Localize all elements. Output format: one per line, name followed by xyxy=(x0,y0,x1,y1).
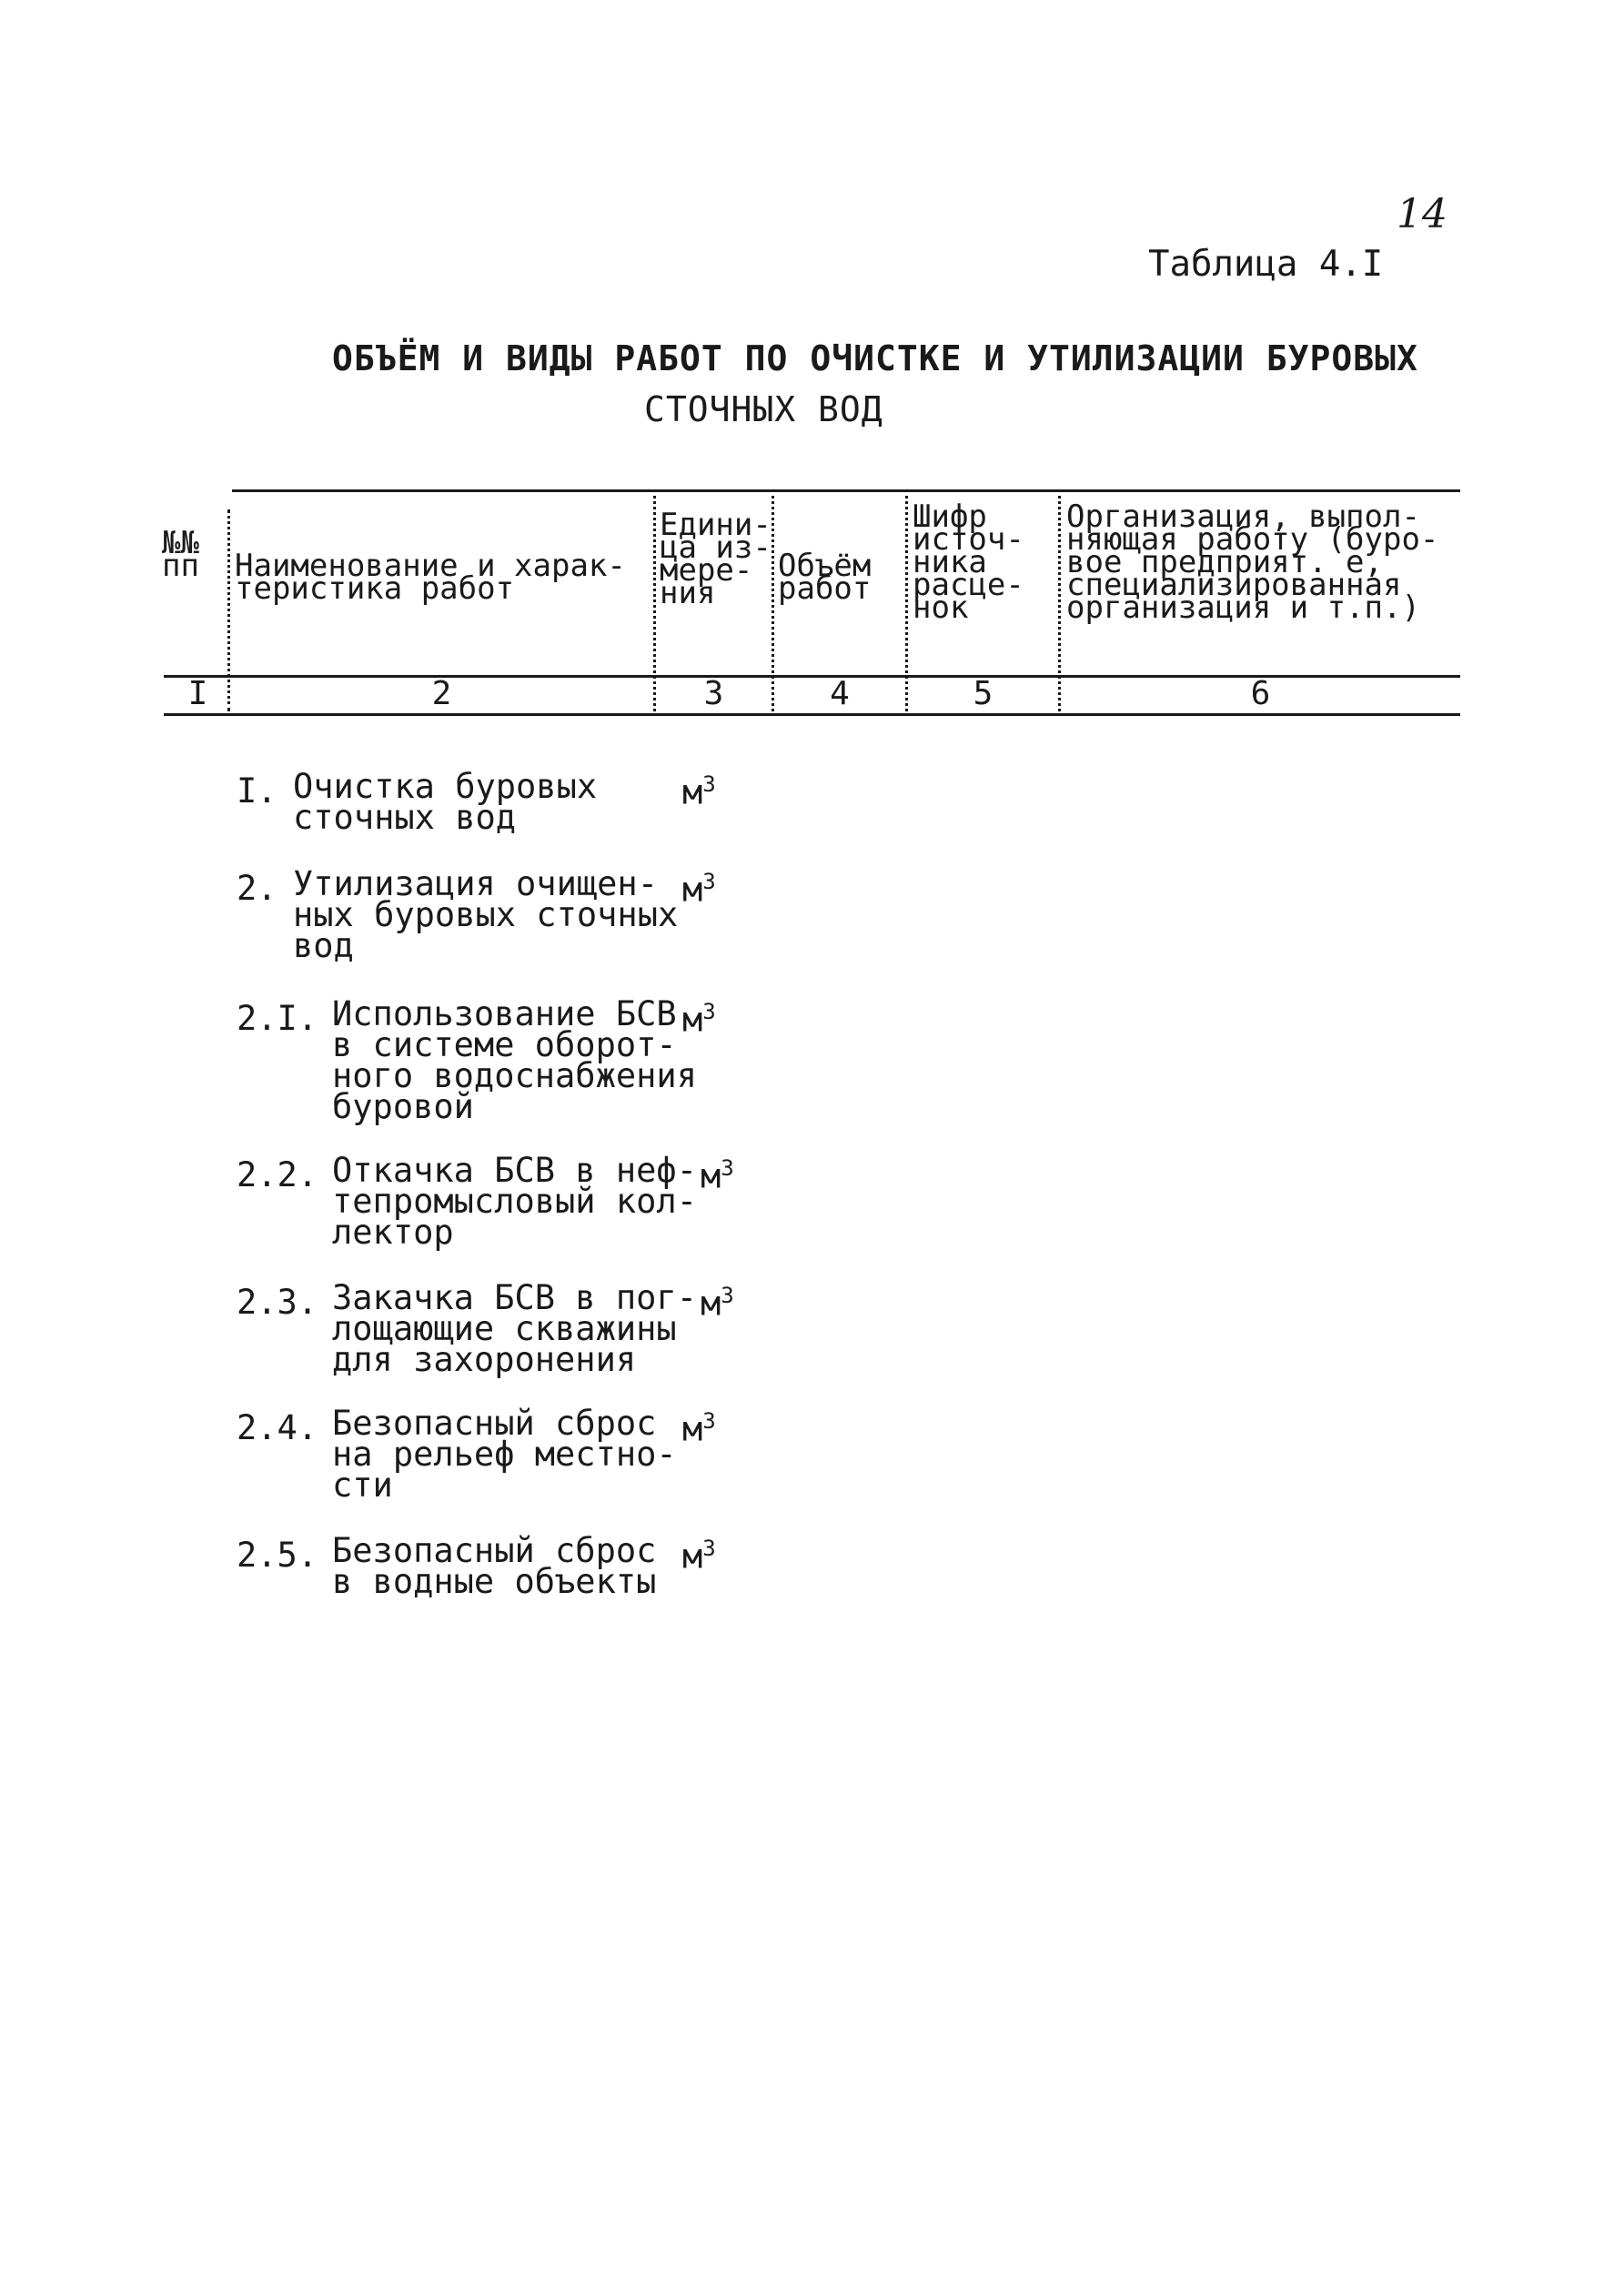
row-number: 2.I. xyxy=(237,999,318,1038)
column-number: 3 xyxy=(703,675,724,712)
column-number: 2 xyxy=(431,675,452,712)
header-cell-number: №№ пп xyxy=(162,525,199,584)
table-top-rule xyxy=(232,489,1460,492)
row-name: Очистка буровых сточных вод xyxy=(293,767,598,837)
table-numbers-rule xyxy=(164,713,1460,716)
document-title-line-1: ОБЪЁМ И ВИДЫ РАБОТ ПО ОЧИСТКЕ И УТИЛИЗАЦИИ БУРОВЫХ xyxy=(332,338,1418,378)
row-unit: $м^3$ xyxy=(682,771,716,812)
row-number: 2.4. xyxy=(237,1408,318,1447)
row-number: 2.3. xyxy=(237,1283,318,1322)
row-name: Безопасный сброс на рельеф местно- сти xyxy=(332,1404,677,1505)
row-number: 2. xyxy=(237,869,277,908)
header-cell-organization: Организация, выпол- няющая работу (буро- вое предприят. е, специализированная организация и т.п.) xyxy=(1066,499,1439,626)
row-name: Закачка БСВ в пог- лощающие скважины для захоронения xyxy=(332,1278,697,1379)
row-number: I. xyxy=(237,771,277,811)
column-number: 5 xyxy=(973,675,994,712)
row-unit: $м^3$ xyxy=(682,999,716,1040)
row-unit: $м^3$ xyxy=(682,869,716,910)
row-name: Безопасный сброс в водные объекты xyxy=(332,1531,657,1601)
row-unit: $м^3$ xyxy=(701,1283,734,1324)
page-number: 14 xyxy=(1397,191,1447,237)
document-title-line-2: СТОЧНЫХ ВОД xyxy=(644,389,883,429)
row-number: 2.5. xyxy=(237,1536,318,1575)
column-number: 4 xyxy=(830,675,850,712)
header-cell-name: Наименование и харак- теристика работ xyxy=(235,548,626,607)
row-unit: $м^3$ xyxy=(682,1408,716,1449)
row-unit: $м^3$ xyxy=(682,1536,716,1577)
header-cell-unit: Едини- ца из- мере- ния xyxy=(660,507,772,611)
row-name: Утилизация очищен- ных буровых сточных вод xyxy=(293,864,679,965)
table-caption: Таблица 4.I xyxy=(1148,244,1384,285)
column-number: 6 xyxy=(1250,675,1271,712)
row-unit: $м^3$ xyxy=(701,1155,734,1196)
column-number: I xyxy=(187,675,208,712)
row-name: Откачка БСВ в неф- тепромысловый кол- лектор xyxy=(332,1151,697,1252)
header-cell-rate-source: Шифр источ- ника расце- нок xyxy=(913,499,1024,626)
row-name: Использование БСВ в системе оборот- ного водоснабжения буровой xyxy=(332,994,697,1126)
header-cell-volume: Объём работ xyxy=(778,548,872,607)
row-number: 2.2. xyxy=(237,1155,318,1194)
